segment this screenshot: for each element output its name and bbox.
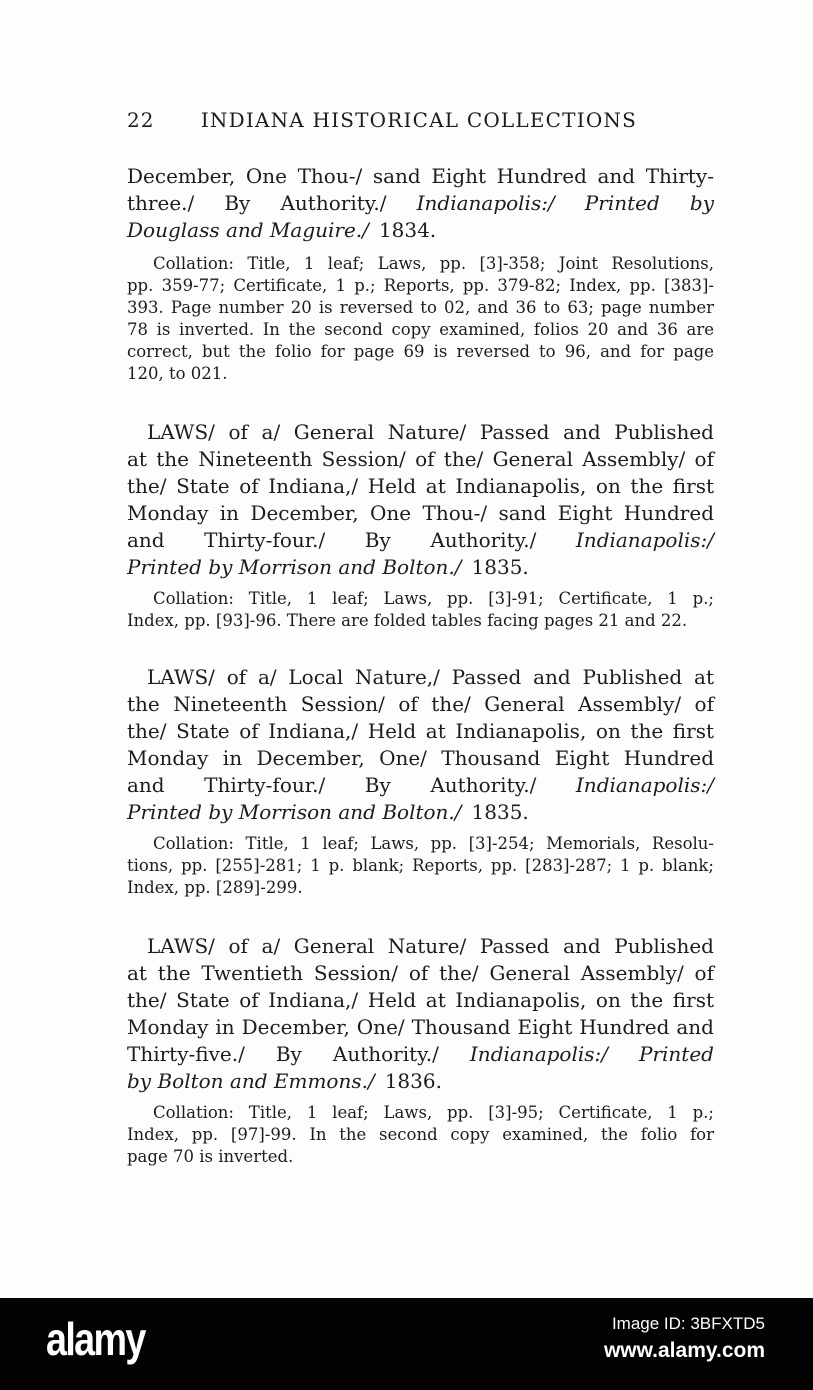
alamy-logo: alamy bbox=[46, 1313, 145, 1365]
bibliographic-entry bbox=[127, 664, 714, 826]
bibliographic-entry bbox=[127, 933, 714, 1095]
collation-line: 78 is inverted. In the second copy examined, folios 20 and 36 are bbox=[127, 320, 714, 339]
page-header bbox=[127, 108, 714, 136]
bib-line: the/ State of Indiana,/ Held at Indianapolis, on the first bbox=[127, 988, 714, 1012]
bib-line: Thirty-five./ By Authority./ Indianapolis:/ Printed bbox=[127, 1042, 714, 1066]
collation-line: pp. 359-77; Certificate, 1 p.; Reports, pp. 379-82; Index, pp. [383]- bbox=[127, 276, 714, 295]
bib-line: at the Twentieth Session/ of the/ General Assembly/ of bbox=[127, 961, 714, 985]
collation-line: Collation: Title, 1 leaf; Laws, pp. [3]-358; Joint Resolutions, bbox=[153, 254, 714, 273]
collation-line: Collation: Title, 1 leaf; Laws, pp. [3]-95; Certificate, 1 p.; bbox=[153, 1103, 714, 1122]
collation-line: Index, pp. [289]-299. bbox=[127, 878, 303, 897]
bib-line: by Bolton and Emmons./ 1836. bbox=[127, 1069, 442, 1093]
collation-line: Collation: Title, 1 leaf; Laws, pp. [3]-91; Certificate, 1 p.; bbox=[153, 589, 714, 608]
collation-line: 393. Page number 20 is reversed to 02, and 36 to 63; page number bbox=[127, 298, 714, 317]
collation-line: Index, pp. [93]-96. There are folded tables facing pages 21 and 22. bbox=[127, 611, 688, 630]
bib-line: the/ State of Indiana,/ Held at Indianapolis, on the first bbox=[127, 719, 714, 743]
bib-line: December, One Thou-/ sand Eight Hundred and Thirty- bbox=[127, 164, 714, 188]
collation-line: Index, pp. [97]-99. In the second copy examined, the folio for bbox=[127, 1125, 714, 1144]
bib-line: LAWS/ of a/ General Nature/ Passed and Published bbox=[147, 420, 714, 444]
collation-paragraph bbox=[127, 588, 714, 632]
page-number: 22 bbox=[127, 108, 155, 132]
collation-line: 120, to 021. bbox=[127, 364, 228, 383]
bib-line: the Nineteenth Session/ of the/ General Assembly/ of bbox=[127, 692, 714, 716]
collation-line: tions, pp. [255]-281; 1 p. blank; Reports, pp. [283]-287; 1 p. blank; bbox=[127, 856, 714, 875]
bib-line: Monday in December, One/ Thousand Eight Hundred bbox=[127, 746, 714, 770]
bibliographic-entry bbox=[127, 419, 714, 581]
bib-line: and Thirty-four./ By Authority./ Indianapolis:/ bbox=[127, 773, 714, 797]
collation-paragraph bbox=[127, 253, 714, 385]
bib-line: Monday in December, One Thou-/ sand Eight Hundred bbox=[127, 501, 714, 525]
bib-line: the/ State of Indiana,/ Held at Indianapolis, on the first bbox=[127, 474, 714, 498]
bib-line: and Thirty-four./ By Authority./ Indianapolis:/ bbox=[127, 528, 714, 552]
footer-info bbox=[604, 1314, 765, 1363]
collation-line: Collation: Title, 1 leaf; Laws, pp. [3]-254; Memorials, Resolu- bbox=[153, 834, 714, 853]
bib-line: Printed by Morrison and Bolton./ 1835. bbox=[127, 800, 529, 824]
image-id: Image ID: 3BFXTD5 bbox=[611, 1314, 765, 1333]
watermark-footer bbox=[0, 1298, 813, 1390]
page-content bbox=[127, 108, 714, 1168]
alamy-url: www.alamy.com bbox=[603, 1339, 765, 1362]
bib-line: three./ By Authority./ Indianapolis:/ Printed by bbox=[127, 191, 714, 215]
bib-line: LAWS/ of a/ General Nature/ Passed and Published bbox=[147, 934, 714, 958]
collation-paragraph bbox=[127, 833, 714, 899]
bib-line: at the Nineteenth Session/ of the/ General Assembly/ of bbox=[127, 447, 714, 471]
bibliographic-entry bbox=[127, 163, 714, 244]
bib-line: Monday in December, One/ Thousand Eight Hundred and bbox=[127, 1015, 714, 1039]
bib-line: Douglass and Maguire./ 1834. bbox=[127, 218, 437, 242]
collation-line: correct, but the folio for page 69 is reversed to 96, and for page bbox=[127, 342, 714, 361]
bib-line: LAWS/ of a/ Local Nature,/ Passed and Published at bbox=[147, 665, 714, 689]
bib-line: Printed by Morrison and Bolton./ 1835. bbox=[127, 555, 529, 579]
collation-line: page 70 is inverted. bbox=[127, 1147, 294, 1166]
running-title: INDIANA HISTORICAL COLLECTIONS bbox=[200, 108, 638, 132]
collation-paragraph bbox=[127, 1102, 714, 1168]
